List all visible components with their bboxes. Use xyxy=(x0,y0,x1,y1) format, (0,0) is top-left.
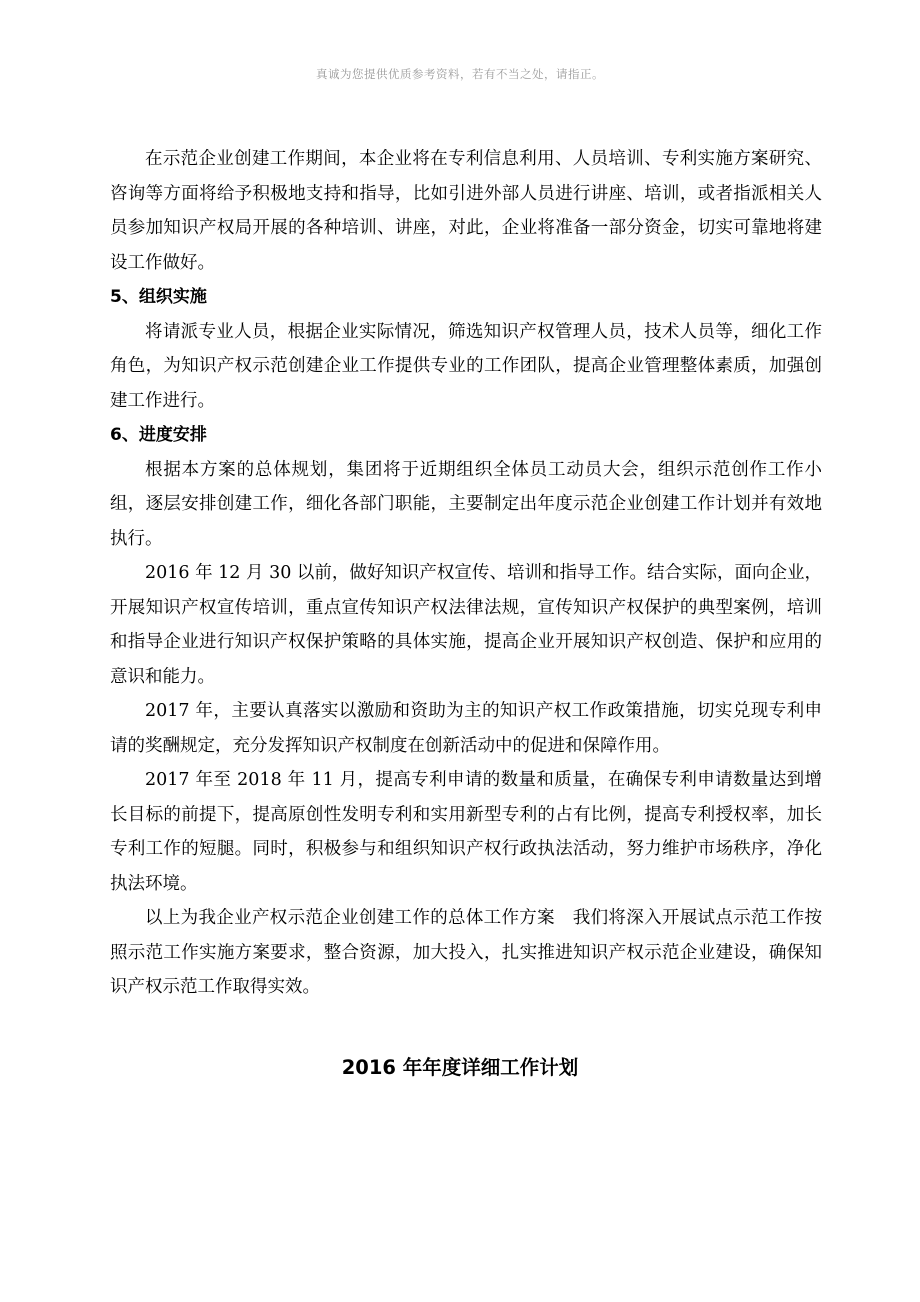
heading-schedule: 6、进度安排 xyxy=(110,425,207,445)
heading-organization: 5、组织实施 xyxy=(110,287,207,307)
paragraph-2016: 2016 年 12 月 30 以前，做好知识产权宣传、培训和指导工作。结合实际，面向企业，开展知识产权宣传培训，重点宣传知识产权法律法规，宣传知识产权保护的典型案例，培训和指导企业进行知识产权保护策略的具体实施，提高企业开展知识产权创造、保护和应用的意识和能力。 xyxy=(110,563,822,687)
document-body xyxy=(110,142,822,1005)
paragraph-support: 在示范企业创建工作期间，本企业将在专利信息利用、人员培训、专利实施方案研究、咨询等方面将给予积极地支持和指导，比如引进外部人员进行讲座、培训，或者指派相关人员参加知识产权局开展的各种培训、讲座，对此，企业将准备一部分资金，切实可靠地将建设工作做好。 xyxy=(110,149,822,273)
header-watermark: 真诚为您提供优质参考资料，若有不当之处，请指正。 xyxy=(316,67,604,81)
paragraph-2017-2018: 2017 年至 2018 年 11 月，提高专利申请的数量和质量，在确保专利申请数量达到增长目标的前提下，提高原创性发明专利和实用新型专利的占有比例，提高专利授权率，加长专利工作的短腿。同时，积极参与和组织知识产权行政执法活动，努力维护市场秩序，净化执法环境。 xyxy=(110,770,822,894)
paragraph-conclusion: 以上为我企业产权示范企业创建工作的总体工作方案 我们将深入开展试点示范工作按照示范工作实施方案要求，整合资源，加大投入，扎实推进知识产权示范企业建设，确保知识产权示范工作取得实效。 xyxy=(110,908,822,997)
paragraph-2017: 2017 年，主要认真落实以激励和资助为主的知识产权工作政策措施，切实兑现专利申请的奖酬规定，充分发挥知识产权制度在创新活动中的促进和保障作用。 xyxy=(110,701,822,756)
paragraph-organization: 将请派专业人员，根据企业实际情况，筛选知识产权管理人员，技术人员等，细化工作角色，为知识产权示范创建企业工作提供专业的工作团队，提高企业管理整体素质，加强创建工作进行。 xyxy=(110,321,822,411)
paragraph-schedule: 根据本方案的总体规划，集团将于近期组织全体员工动员大会，组织示范创作工作小组，逐层安排创建工作，细化各部门职能，主要制定出年度示范企业创建工作计划并有效地执行。 xyxy=(110,459,822,549)
section-title: 2016 年年度详细工作计划 xyxy=(341,1056,579,1079)
